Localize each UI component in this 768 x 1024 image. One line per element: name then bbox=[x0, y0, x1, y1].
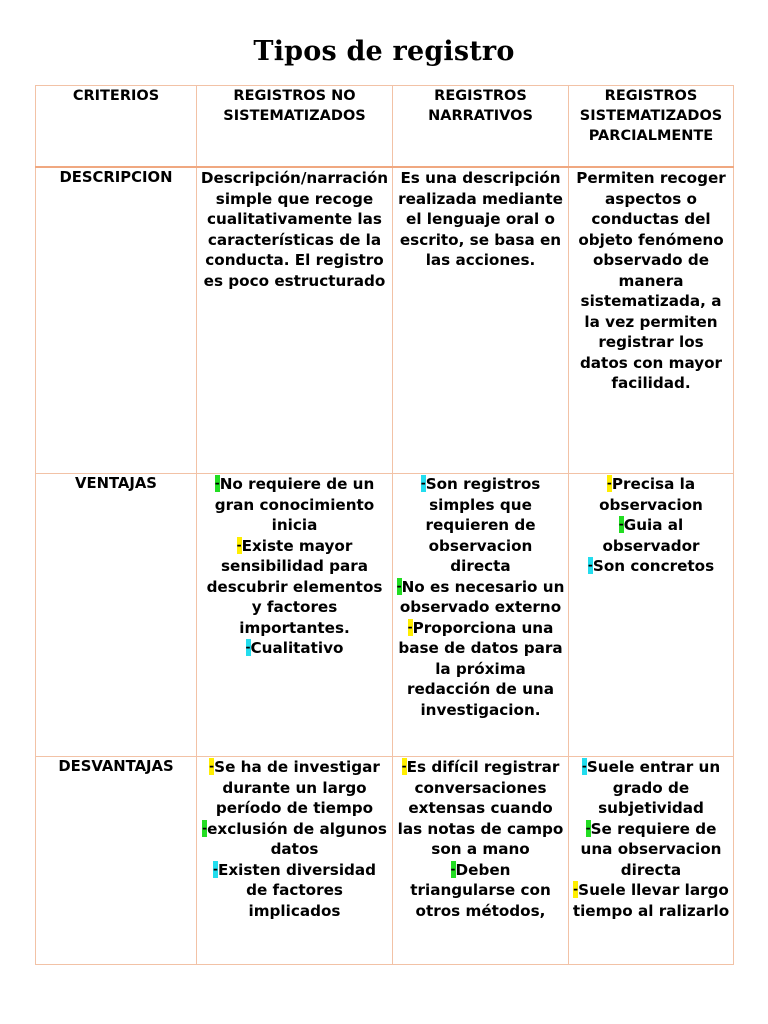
cell-item bbox=[396, 168, 565, 271]
cell-item bbox=[200, 474, 389, 536]
cell-item bbox=[396, 757, 565, 860]
registro-types-table bbox=[35, 85, 734, 965]
cell-ventajas-parcialmente bbox=[569, 474, 734, 757]
table-header-row bbox=[36, 86, 734, 168]
yellow-highlight-marker: - bbox=[209, 759, 215, 773]
cyan-highlight-marker: - bbox=[581, 759, 587, 773]
header-no-sistematizados: REGISTROS NO SISTEMATIZADOS bbox=[197, 86, 393, 168]
cyan-highlight-marker: - bbox=[587, 558, 593, 572]
cyan-highlight-marker: - bbox=[420, 476, 426, 490]
cell-item bbox=[200, 757, 389, 819]
cell-item-text: Existen diversidad de factores implicados bbox=[217, 860, 377, 920]
cell-item-text: Descripción/narración simple que recoge cualitativamente las características de la conducta. El registro es poco estructurado bbox=[200, 169, 389, 290]
cell-item-text: exclusión de algunos datos bbox=[207, 819, 387, 858]
yellow-highlight-marker: - bbox=[573, 882, 579, 896]
yellow-highlight-marker: - bbox=[236, 537, 242, 552]
cell-desventajas-narrativos bbox=[393, 757, 569, 965]
cell-desventajas-no-sistematizados bbox=[197, 757, 393, 965]
cell-item bbox=[572, 819, 730, 881]
cell-descripcion-narrativos bbox=[393, 167, 569, 474]
cell-item bbox=[396, 618, 565, 721]
cell-item bbox=[572, 168, 730, 394]
cell-item bbox=[572, 880, 730, 921]
table-row-desventajas bbox=[36, 757, 734, 965]
header-parcialmente: REGISTROS SISTEMATIZADOS PARCIALMENTE bbox=[569, 86, 734, 168]
cell-ventajas-no-sistematizados bbox=[197, 474, 393, 757]
cell-item-text: No requiere de un gran conocimiento inicia bbox=[214, 475, 375, 534]
cell-item-text: No es necesario un observado externo bbox=[399, 577, 565, 616]
cell-item-text: Precisa la observacion bbox=[599, 475, 703, 514]
header-narrativos: REGISTROS NARRATIVOS bbox=[393, 86, 569, 168]
cell-item bbox=[572, 757, 730, 819]
cell-item bbox=[572, 556, 730, 577]
cell-item-text: Guia al observador bbox=[602, 516, 700, 555]
criterion-desventajas: DESVANTAJAS bbox=[36, 757, 197, 965]
cell-item-text: Se ha de investigar durante un largo período de tiempo bbox=[214, 758, 380, 817]
cell-item-text: Deben triangularse con otros métodos, bbox=[410, 860, 551, 920]
cell-item-text: Es una descripción realizada mediante el lenguaje oral o escrito, se basa en las acciones. bbox=[398, 169, 563, 269]
yellow-highlight-marker: - bbox=[401, 759, 407, 773]
cyan-highlight-marker: - bbox=[212, 861, 218, 876]
table-row-descripcion bbox=[36, 167, 734, 474]
header-criterios: CRITERIOS bbox=[36, 86, 197, 168]
cell-item bbox=[572, 515, 730, 556]
cell-ventajas-narrativos bbox=[393, 474, 569, 757]
cell-item bbox=[200, 860, 389, 922]
green-highlight-marker: - bbox=[396, 578, 402, 593]
cell-descripcion-no-sistematizados bbox=[197, 167, 393, 474]
cell-descripcion-parcialmente bbox=[569, 167, 734, 474]
cell-item bbox=[396, 474, 565, 577]
cell-item bbox=[572, 474, 730, 515]
cell-item bbox=[396, 577, 565, 618]
cell-item-text: Proporciona una base de datos para la próxima redacción de una investigacion. bbox=[398, 618, 563, 719]
green-highlight-marker: - bbox=[202, 820, 208, 835]
cell-item-text: Suele entrar un grado de subjetividad bbox=[586, 758, 721, 817]
cell-item-text: Permiten recoger aspectos o conductas del objeto fenómeno observado de manera sistematizada, a la vez permiten registrar los datos con mayor facilidad. bbox=[576, 169, 726, 392]
cell-item-text: Existe mayor sensibilidad para descubrir elementos y factores importantes. bbox=[206, 536, 383, 637]
cell-item bbox=[200, 168, 389, 291]
yellow-highlight-marker: - bbox=[407, 619, 413, 634]
cell-item bbox=[200, 638, 389, 659]
cell-item-text: Son registros simples que requieren de observacion directa bbox=[425, 475, 541, 575]
green-highlight-marker: - bbox=[450, 861, 456, 876]
cell-item-text: Suele llevar largo tiempo al ralizarlo bbox=[572, 881, 730, 920]
cell-item-text: Es difícil registrar conversaciones extensas cuando las notas de campo son a mano bbox=[397, 758, 564, 858]
cell-item-text: Son concretos bbox=[592, 557, 715, 575]
criterion-ventajas: VENTAJAS bbox=[36, 474, 197, 757]
document-title: Tipos de registro bbox=[253, 36, 515, 67]
cell-item bbox=[200, 536, 389, 639]
yellow-highlight-marker: - bbox=[606, 476, 612, 490]
green-highlight-marker: - bbox=[585, 820, 591, 835]
green-highlight-marker: - bbox=[214, 476, 220, 490]
green-highlight-marker: - bbox=[618, 517, 624, 531]
cell-item bbox=[396, 860, 565, 922]
table-row-ventajas bbox=[36, 474, 734, 757]
cell-item-text: Se requiere de una observacion directa bbox=[580, 819, 722, 879]
cell-desventajas-parcialmente bbox=[569, 757, 734, 965]
criterion-descripcion: DESCRIPCION bbox=[36, 167, 197, 474]
cyan-highlight-marker: - bbox=[245, 640, 251, 654]
cell-item bbox=[200, 819, 389, 860]
cell-item-text: Cualitativo bbox=[250, 639, 344, 657]
